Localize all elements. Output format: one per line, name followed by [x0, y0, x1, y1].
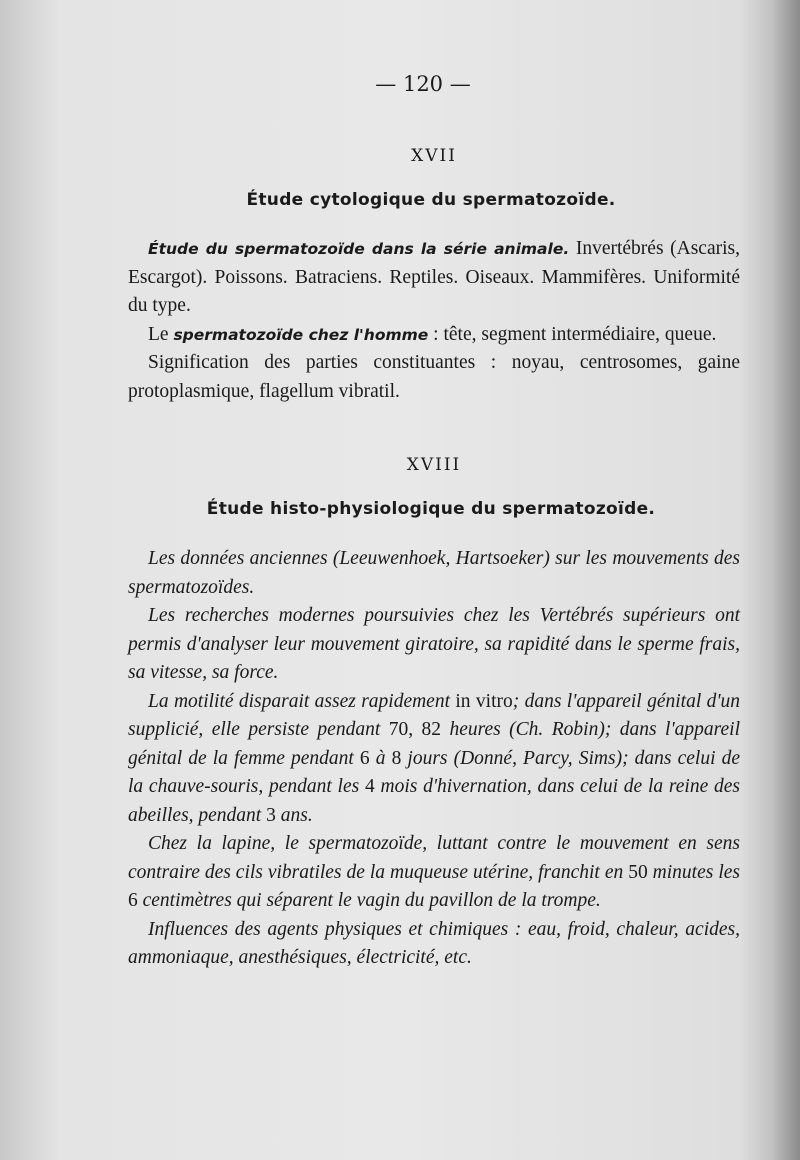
paragraph-text: : tête, segment intermédiaire, queue.	[428, 323, 717, 345]
section-xviii-title: Étude histo-physiologique du spermatozoïde.	[206, 499, 656, 519]
paragraph-text: minutes les	[647, 861, 740, 883]
paragraph-text: Chez la lapine, le spermatozoïde, luttant contre le mouvement en sens contraire des cils vibratiles de la muqueuse utérine, franchit en	[128, 833, 740, 883]
section-xviii-number: XVIII	[406, 455, 462, 475]
number-text: 6	[359, 747, 370, 769]
paragraph: Signification des parties constituantes : noyau, centrosomes, gaine protoplasmique, flagellum vibratil.	[128, 352, 740, 402]
paragraph-text: à	[369, 747, 392, 769]
paragraph-text: mois d'hivernation, dans celui de la reine des abeilles, pendant	[128, 776, 740, 826]
paragraph-lead: Étude du spermatozoïde dans la série animale.	[148, 240, 570, 258]
section-xviii-body	[128, 545, 740, 973]
paragraph: Les recherches modernes poursuivies chez les Vertébrés supérieurs ont permis d'analyser leur mouvement giratoire, sa rapidité dans le sperme frais, sa vitesse, sa force.	[128, 605, 740, 683]
number-text: 6	[128, 890, 138, 911]
paragraph: Les données anciennes (Leeuwenhoek, Hartsoeker) sur les mouvements des spermatozoïdes.	[128, 548, 740, 598]
section-xvii-title: Étude cytologique du spermatozoïde.	[246, 190, 616, 210]
number-text: 50	[628, 861, 648, 883]
paragraph-text: in vitro	[455, 690, 513, 712]
number-text: 3	[266, 804, 276, 826]
paragraph-text: La motilité disparait assez rapidement	[148, 690, 456, 712]
section-xvii-body	[128, 235, 740, 406]
paragraph-text: centimètres qui séparent le vagin du pavillon de la trompe.	[137, 890, 601, 911]
page-number: — 120 —	[375, 72, 471, 96]
paragraph-text: jours (Donné, Parcy, Sims); dans celui de la chauve-souris, pendant les	[128, 747, 740, 797]
paragraph-text: ; dans l'appareil génital d'un supplicié, elle persiste pendant	[128, 690, 741, 740]
paragraph-text: heures (Ch. Robin); dans l'appareil génital de la femme pendant	[128, 719, 740, 769]
paragraph	[128, 235, 740, 321]
paragraph	[128, 321, 740, 350]
paragraph: Influences des agents physiques et chimiques : eau, froid, chaleur, acides, ammoniaque, anesthésiques, électricité, etc.	[128, 918, 740, 968]
paragraph	[128, 830, 740, 916]
paragraph	[128, 688, 740, 831]
number-text: 70, 82	[388, 719, 442, 740]
paragraph-text: ans.	[275, 804, 313, 826]
number-text: 8	[391, 747, 402, 769]
paragraph-text: Le	[148, 323, 174, 345]
number-text: 4	[364, 776, 375, 797]
section-xvii-number: XVII	[411, 146, 457, 166]
paragraph-text: Invertébrés (Ascaris, Escargot). Poissons. Batraciens. Reptiles. Oiseaux. Mammifères. Uniformité du type.	[128, 238, 740, 316]
page-gutter-shadow	[772, 0, 800, 1160]
paragraph-lead: spermatozoïde chez l'homme	[173, 325, 429, 344]
